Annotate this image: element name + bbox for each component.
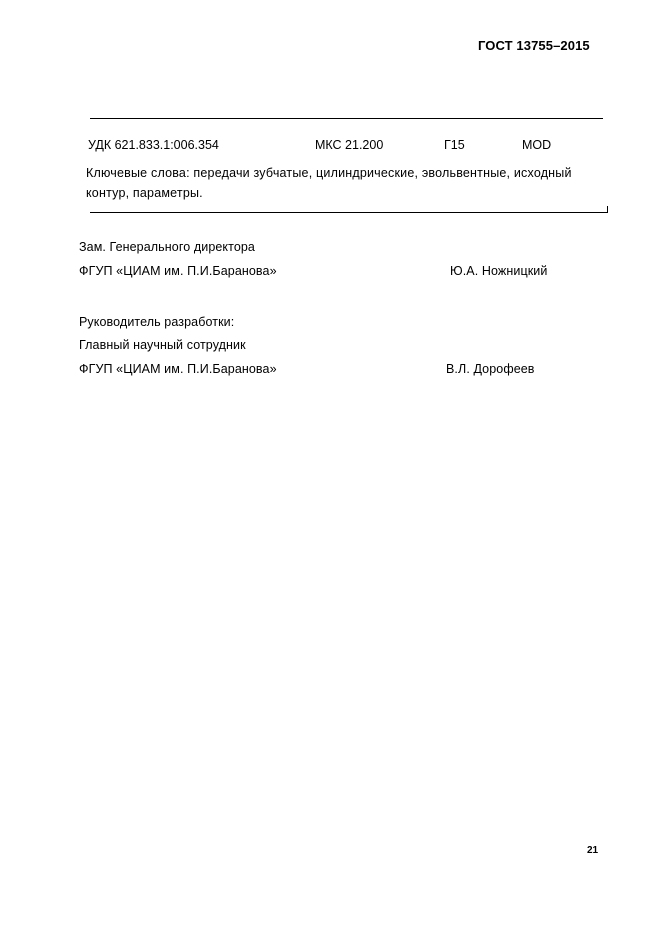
classification-top-rule — [90, 118, 603, 119]
keywords-line-1: Ключевые слова: передачи зубчатые, цилиндрические, эвольвентные, исходный — [86, 166, 572, 180]
signatory-1-name: Ю.А. Ножницкий — [450, 264, 548, 278]
classification-bottom-rule — [90, 212, 608, 213]
mks-code: МКС 21.200 — [315, 138, 384, 152]
signatory-1-position: Зам. Генерального директора — [79, 240, 255, 254]
signatory-2-name: В.Л. Дорофеев — [446, 362, 535, 376]
signatory-1-organization: ФГУП «ЦИАМ им. П.И.Баранова» — [79, 264, 277, 278]
udc-code: УДК 621.833.1:006.354 — [88, 138, 219, 152]
page-number: 21 — [587, 845, 599, 856]
modification-code: MOD — [522, 138, 552, 152]
signatory-2-organization: ФГУП «ЦИАМ им. П.И.Баранова» — [79, 362, 277, 376]
standard-number: ГОСТ 13755–2015 — [478, 38, 590, 53]
classification-bottom-rule-tick — [607, 206, 608, 212]
group-code: Г15 — [444, 138, 465, 152]
keywords-line-2: контур, параметры. — [86, 186, 203, 200]
development-lead-heading: Руководитель разработки: — [79, 315, 235, 329]
signatory-2-position: Главный научный сотрудник — [79, 338, 246, 352]
